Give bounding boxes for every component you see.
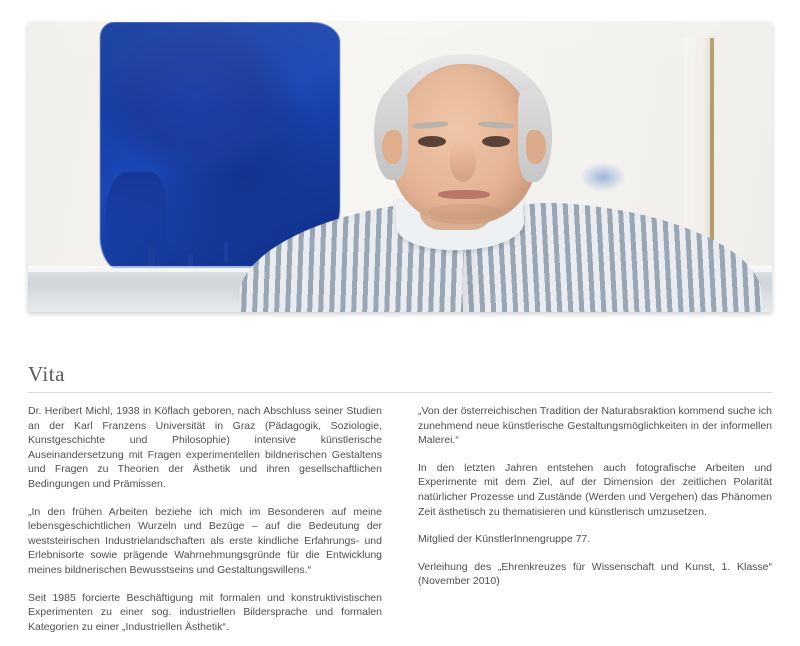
chin-shadow	[428, 204, 502, 220]
paragraph: Seit 1985 forcierte Beschäftigung mit formalen und konstruktivistischen Experimenten zu einer sog. industriellen Bildersprache und formalen Kategorien zu einer „Industriellen Ästhetik“.	[28, 591, 382, 633]
paragraph: Verleihung des „Ehrenkreuzes für Wissenschaft und Kunst, 1. Klasse“ (November 2010)	[418, 560, 772, 588]
vita-text-columns	[28, 404, 772, 634]
paragraph: „Von der österreichischen Tradition der Naturabsraktion kommend suche ich zunehmend neue künstlerische Gestaltungsmöglichkeiten in der informellen Malerei.“	[418, 405, 772, 447]
paragraph: Dr. Heribert Michl, 1938 in Köflach geboren, nach Abschluss seiner Studien an der Karl Franzens Universität in Graz (Pädagogik, Soziologie, Kunstgeschichte und Philosophie) intensive künstlerische Auseinandersetzung mit Fragen experimentellen bildnerischen Gestaltens und Fragen zu Theorien der Ästhetik und ihren gesellschaftlichen Bedingungen und Prämissen.	[28, 405, 382, 490]
paint-drip	[224, 242, 228, 264]
portrait-person	[278, 56, 748, 312]
ear-right	[526, 130, 546, 164]
paragraph: Mitglied der KünstlerInnengruppe 77.	[418, 533, 591, 546]
portrait-illustration	[28, 22, 772, 312]
ear-left	[382, 130, 402, 164]
section-divider	[28, 392, 772, 393]
mouth	[438, 190, 490, 199]
paragraph: „In den frühen Arbeiten beziehe ich mich im Besonderen auf meine lebensgeschichtlichen Wurzeln und Bezüge – auf die Bedeutung der weststeirischen Industrielandschaften als erste kindliche Erfahrungs- und Erlebnisorte sowie prägende Wahrnehmungsgründe für die Entwicklung meines bildnerischen Bewusstseins und Gestaltungswillens.“	[28, 505, 382, 576]
eye-right	[482, 136, 510, 147]
vita-right-column	[418, 404, 772, 634]
hero-portrait-image	[28, 22, 772, 312]
paragraph: In den letzten Jahren entstehen auch fotografische Arbeiten und Experimente mit dem Ziel, auf der Dimension der zeitlichen Polarität natürlicher Prozesse und Zustände (Werden und Vergehen) das Phänomen Zeit ästhetisch zu thematisieren und künstlerisch umzusetzen.	[418, 461, 772, 518]
nose	[450, 142, 476, 182]
vita-left-column	[28, 404, 382, 634]
section-title-vita: Vita	[28, 362, 65, 386]
eye-left	[418, 136, 446, 147]
